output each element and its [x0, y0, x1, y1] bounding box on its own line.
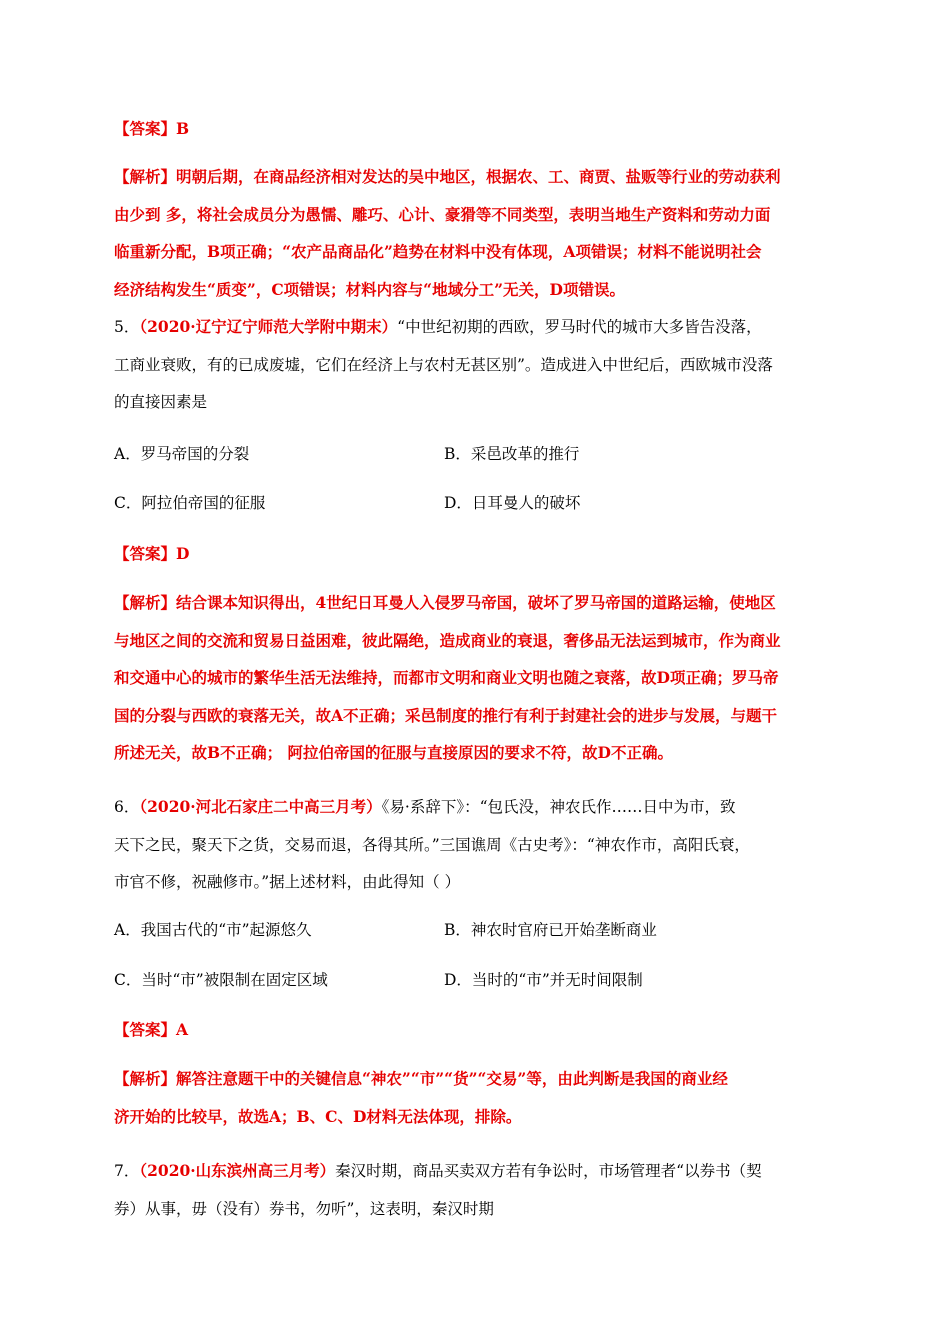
analysis-line: 由少到 多，将社会成员分为愚懦、雕巧、心计、豪猾等不同类型，表明当地生产资料和劳动力面 [114, 204, 771, 224]
options-row [114, 491, 839, 511]
question-5 [114, 308, 839, 422]
question-line: 的直接因素是 [114, 393, 208, 411]
question-line: 6．（2020·河北石家庄二中高三月考）《易·系辞下》：“包氏没，神农氏作……日中为市，致 [114, 797, 736, 816]
analysis-line: 所述无关，故B不正确； 阿拉伯帝国的征服与直接原因的要求不符，故D不正确。 [114, 743, 673, 762]
analysis-line: 和交通中心的城市的繁华生活无法维持，而都市文明和商业文明也随之衰落，故D项正确；罗马帝 [114, 668, 779, 687]
option-d: D．当时的“市”并无时间限制 [444, 971, 643, 989]
option-c: C．阿拉伯帝国的征服 [114, 494, 266, 512]
question-line: 工商业衰败，有的已成废墟，它们在经济上与农村无甚区别”。造成进入中世纪后，西欧城市没落 [114, 355, 773, 374]
option-b: B．神农时官府已开始垄断商业 [444, 921, 657, 939]
answer-label: 【答案】 [114, 1020, 177, 1039]
analysis-label: 【解析】 [114, 1069, 177, 1088]
question-source: （2020·山东滨州高三月考） [139, 1161, 336, 1180]
options-row [114, 968, 839, 988]
answer-d [114, 542, 189, 564]
analysis-line: 临重新分配，B项正确；“农产品商品化”趋势在材料中没有体现，A项错误；材料不能说明社会 [114, 242, 762, 261]
analysis-line: 经济结构发生“质变”，C项错误；材料内容与“地域分工”无关，D项错误。 [114, 279, 625, 299]
option-b: B．采邑改革的推行 [444, 445, 580, 463]
question-7 [114, 1152, 839, 1228]
options-row [114, 442, 839, 462]
answer-value: B [176, 119, 190, 138]
analysis-line: 与地区之间的交流和贸易日益困难，彼此隔绝，造成商业的衰退，奢侈品无法运到城市，作为商业 [114, 630, 781, 650]
analysis-line: 【解析】结合课本知识得出，4世纪日耳曼人入侵罗马帝国，破坏了罗马帝国的道路运输，使地区 [114, 593, 776, 612]
answer-a [114, 1018, 188, 1040]
answer-label: 【答案】 [114, 119, 177, 138]
question-6 [114, 788, 839, 902]
option-a: A．罗马帝国的分裂 [114, 445, 250, 463]
analysis-q6 [114, 1060, 839, 1135]
answer-value: A [176, 1020, 189, 1039]
analysis-q4 [114, 158, 839, 308]
question-source: （2020·河北石家庄二中高三月考） [139, 797, 382, 816]
question-line: 市官不修，祝融修市。”据上述材料，由此得知（ ） [114, 873, 461, 891]
question-number: 7． [114, 1162, 140, 1180]
question-number: 6． [114, 798, 140, 816]
question-source: （2020·辽宁辽宁师范大学附中期末） [139, 317, 398, 336]
question-number: 5． [114, 318, 140, 336]
question-line: 券）从事，毋（没有）券书，勿听”，这表明，秦汉时期 [114, 1199, 494, 1218]
analysis-label: 【解析】 [114, 593, 177, 612]
answer-b [114, 117, 189, 139]
answer-label: 【答案】 [114, 544, 177, 563]
analysis-line: 【解析】明朝后期，在商品经济相对发达的吴中地区，根据农、工、商贾、盐贩等行业的劳动获利 [114, 167, 781, 186]
analysis-q5 [114, 584, 839, 772]
option-d: D．日耳曼人的破坏 [444, 494, 581, 512]
question-line: 5．（2020·辽宁辽宁师范大学附中期末）“中世纪初期的西欧，罗马时代的城市大多皆告没落， [114, 317, 762, 336]
analysis-line: 【解析】解答注意题干中的关键信息“神农”“市”“货”“交易”等，由此判断是我国的商业经 [114, 1069, 728, 1088]
option-a: A．我国古代的“市”起源悠久 [114, 921, 312, 939]
answer-value: D [176, 544, 190, 563]
option-c: C．当时“市”被限制在固定区域 [114, 971, 328, 989]
analysis-line: 国的分裂与西欧的衰落无关，故A不正确；采邑制度的推行有利于封建社会的进步与发展，与题干 [114, 705, 778, 725]
question-line: 7．（2020·山东滨州高三月考）秦汉时期，商品买卖双方若有争讼时，市场管理者“以券书（契 [114, 1161, 762, 1180]
analysis-label: 【解析】 [114, 167, 177, 186]
analysis-line: 济开始的比较早，故选A；B、C、D材料无法体现，排除。 [114, 1106, 522, 1126]
question-line: 天下之民，聚天下之货，交易而退，各得其所。”三国谯周《古史考》：“神农作市，高阳氏衰， [114, 835, 750, 854]
options-row [114, 918, 839, 938]
